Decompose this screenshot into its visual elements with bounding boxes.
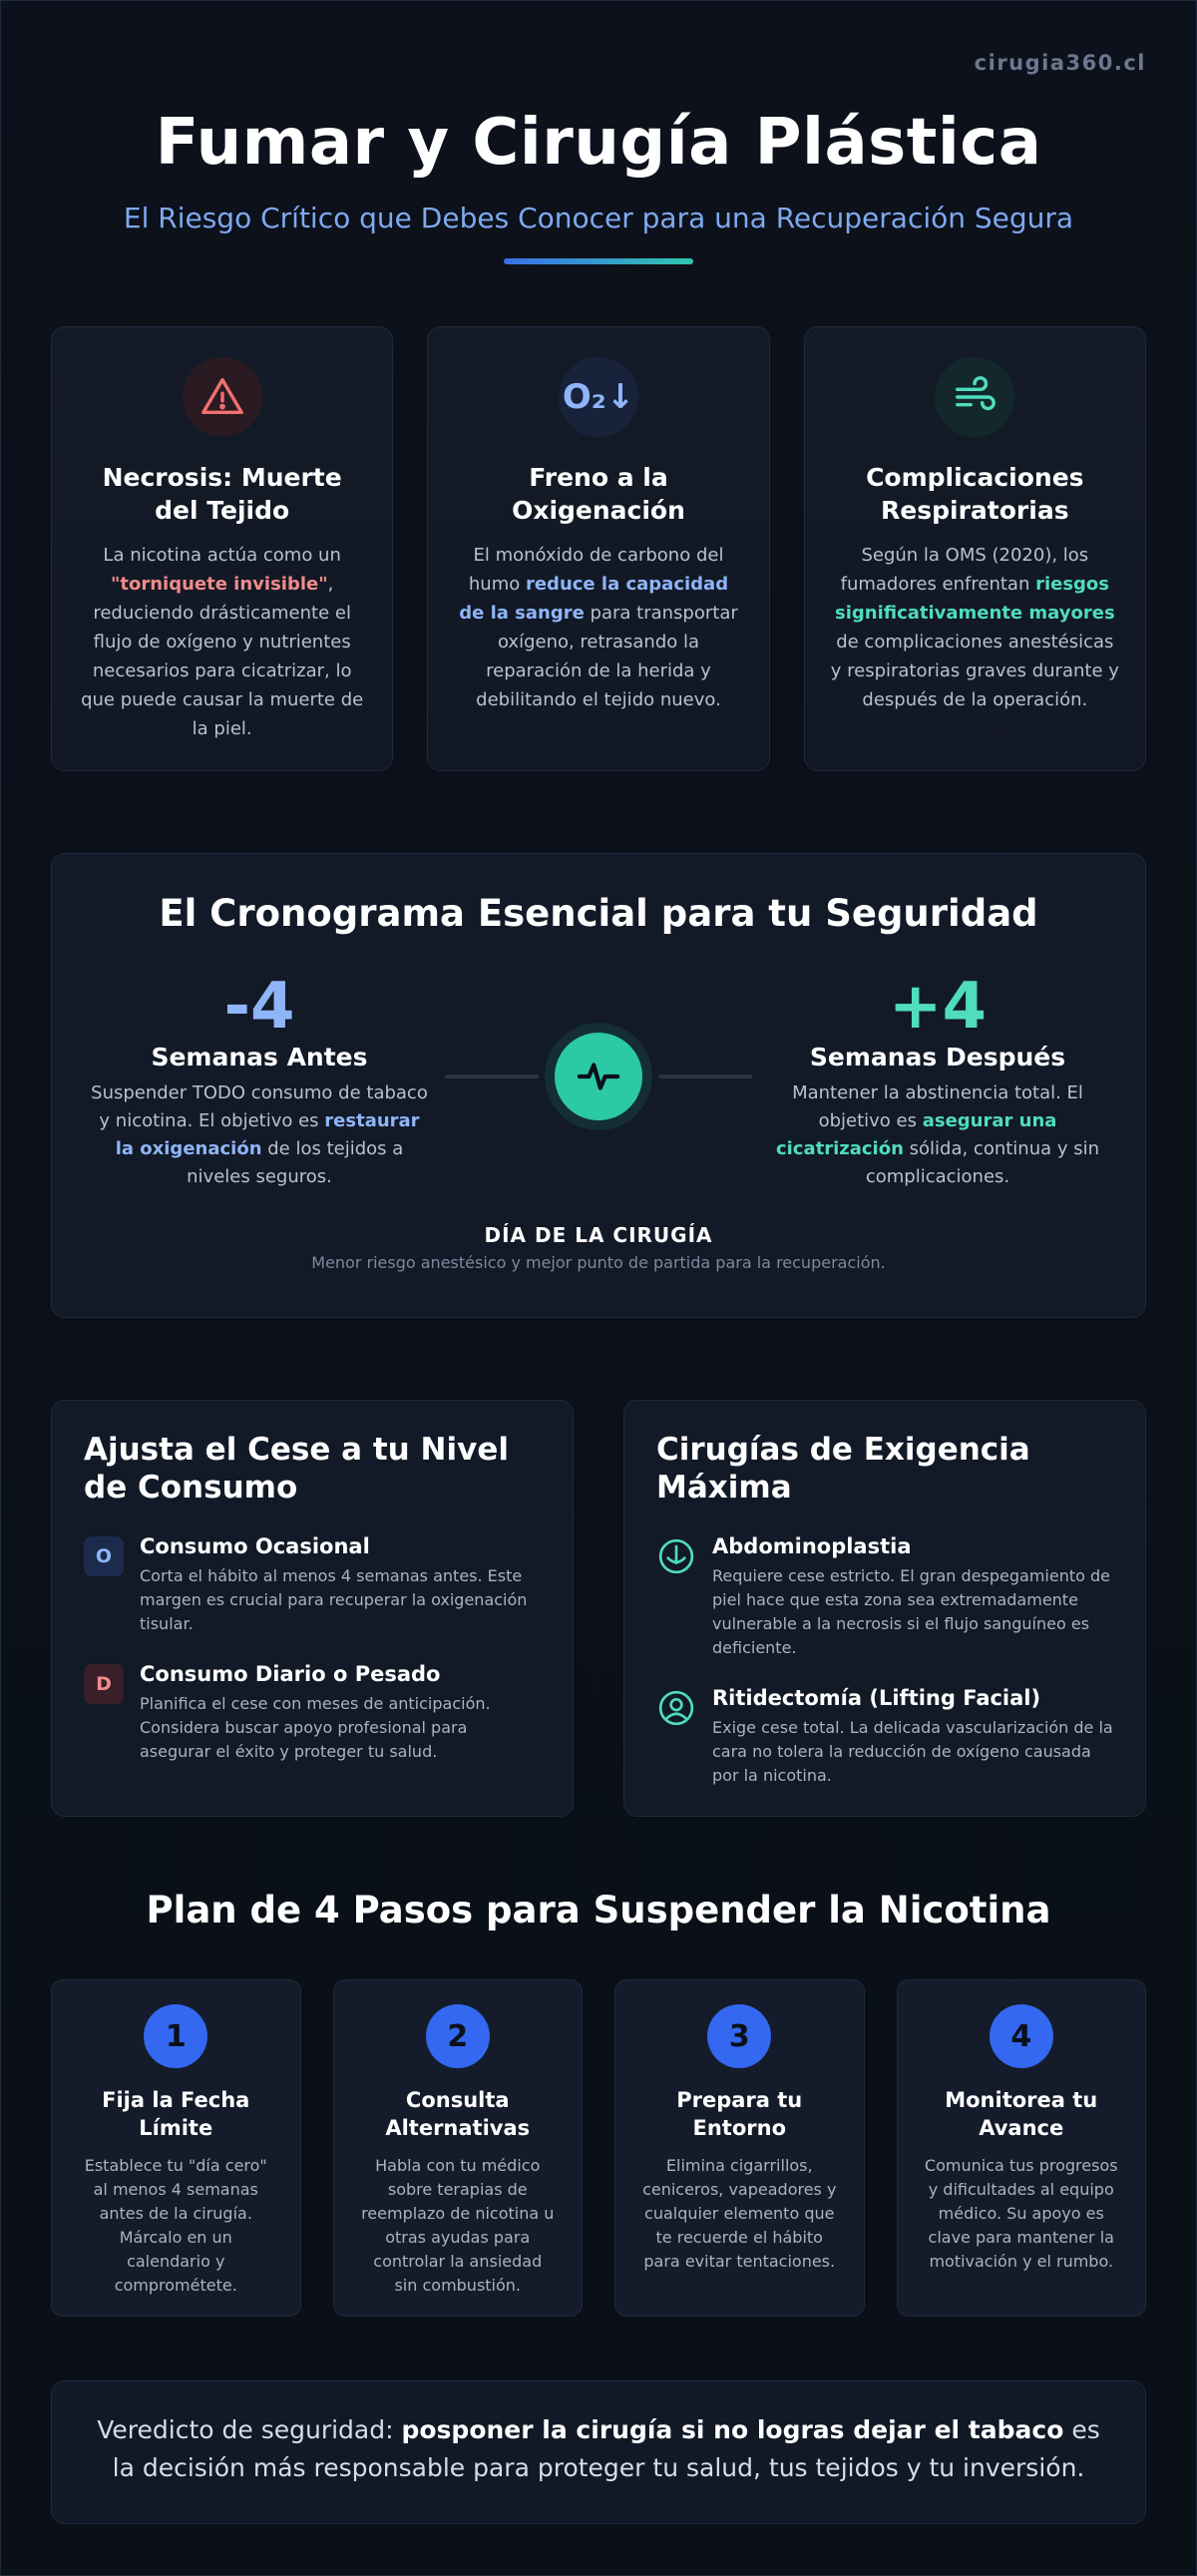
consumption-title: Ajusta el Cese a tu Nivel de Consumo <box>84 1432 509 1505</box>
timeline-line-right <box>658 1074 752 1078</box>
timeline-before <box>90 970 429 1191</box>
item-text: Requiere cese estricto. El gran despegamiento de piel hace que esta zona sea extremadamente vulnerable a la necrosis si el flujo sanguíneo es deficiente. <box>712 1566 1110 1657</box>
weeks-after-text: Mantener la abstinencia total. El objetivo es asegurar una cicatrización sólida, continua y sin complicaciones. <box>775 1082 1100 1187</box>
list-item <box>84 1534 541 1636</box>
timeline-title: El Cronograma Esencial para tu Seguridad <box>159 892 1038 935</box>
step-title: Consulta Alternativas <box>385 2088 531 2140</box>
step-card-3 <box>614 1979 865 2317</box>
list-item <box>84 1662 541 1764</box>
daily-badge: D <box>84 1664 124 1704</box>
step-text: Habla con tu médico sobre terapias de reemplazo de nicotina u otras ayudas para controlar la ansiedad sin combustión. <box>361 2156 555 2295</box>
consumption-panel <box>51 1400 574 1817</box>
item-title: Abdominoplastia <box>712 1534 912 1558</box>
steps-row <box>51 1979 1146 2317</box>
risk-card-title: Freno a la Oxigenación <box>512 463 685 525</box>
risk-card-respiratory <box>804 326 1146 771</box>
surgery-day-label: DÍA DE LA CIRUGÍA <box>484 1223 713 1247</box>
hero-header <box>51 1 1146 264</box>
verdict-prefix: Veredicto de seguridad: <box>97 2415 402 2444</box>
oxygen-down-icon: O₂↓ <box>559 357 638 437</box>
item-text: Corta el hábito al menos 4 semanas antes. Este margen es crucial para recuperar la oxigenación tisular. <box>140 1566 528 1633</box>
steps-title: Plan de 4 Pasos para Suspender la Nicotina <box>146 1889 1051 1932</box>
list-item <box>656 1686 1113 1788</box>
timeline-after <box>768 970 1107 1191</box>
step-title: Prepara tu Entorno <box>676 2088 803 2140</box>
step-text: Elimina cigarrillos, ceniceros, vapeadores y cualquier elemento que te recuerde el hábito para evitar tentaciones. <box>642 2156 837 2271</box>
brand-label: cirugia360.cl <box>974 51 1146 75</box>
surgeries-panel <box>623 1400 1146 1817</box>
page-subtitle: El Riesgo Crítico que Debes Conocer para una Recuperación Segura <box>123 202 1074 234</box>
step-title: Monitorea tu Avance <box>945 2088 1098 2140</box>
verdict-bold: posponer la cirugía si no logras dejar el tabaco <box>401 2415 1064 2444</box>
face-icon <box>656 1688 696 1728</box>
step-number: 4 <box>990 2004 1053 2068</box>
warning-triangle-icon <box>183 357 262 437</box>
title-divider <box>504 258 693 264</box>
occasional-badge: O <box>84 1536 124 1576</box>
step-number: 1 <box>144 2004 207 2068</box>
weeks-after-label: Semanas Después <box>809 1043 1066 1072</box>
step-text: Comunica tus progresos y dificultades al equipo médico. Su apoyo es clave para mantener la motivación y el rumbo. <box>924 2156 1118 2271</box>
surgeries-title: Cirugías de Exigencia Máxima <box>656 1432 1030 1505</box>
wind-icon <box>935 357 1014 437</box>
heartbeat-icon <box>555 1033 642 1120</box>
step-text: Establece tu "día cero" al menos 4 semanas antes de la cirugía. Márcalo en un calendario y comprométete. <box>84 2156 267 2295</box>
risk-card-text: La nicotina actúa como un "torniquete invisible", reduciendo drásticamente el flujo de oxígeno y nutrientes necesarios para cicatrizar, lo que puede causar la muerte de la piel. <box>81 545 364 739</box>
risk-card-oxygen <box>427 326 769 771</box>
step-number: 2 <box>426 2004 490 2068</box>
item-title: Consumo Ocasional <box>140 1534 370 1558</box>
weeks-before-text: Suspender TODO consumo de tabaco y nicotina. El objetivo es restaurar la oxigenación de los tejidos a niveles seguros. <box>91 1082 428 1187</box>
step-card-4 <box>897 1979 1147 2317</box>
timeline-line-left <box>445 1074 539 1078</box>
surgery-day-note: Menor riesgo anestésico y mejor punto de partida para la recuperación. <box>311 1253 886 1272</box>
surgery-day <box>52 1223 1145 1272</box>
verdict-suffix: es la decisión más responsable para proteger tu salud, tus tejidos y tu inversión. <box>112 2415 1100 2482</box>
page-title: Fumar y Cirugía Plástica <box>155 106 1042 180</box>
detail-panels <box>51 1400 1146 1817</box>
risk-card-title: Complicaciones Respiratorias <box>866 463 1084 525</box>
step-card-1 <box>51 1979 301 2317</box>
risk-card-text: El monóxido de carbono del humo reduce la capacidad de la sangre para transportar oxígeno, retrasando la reparación de la herida y debilitando el tejido nuevo. <box>459 545 738 710</box>
item-text: Exige cese total. La delicada vascularización de la cara no tolera la reducción de oxígeno causada por la nicotina. <box>712 1718 1113 1785</box>
item-title: Consumo Diario o Pesado <box>140 1662 441 1686</box>
risk-cards <box>51 326 1146 771</box>
weeks-after-number: +4 <box>888 970 988 1044</box>
weeks-before-number: -4 <box>223 970 295 1044</box>
verdict-box <box>51 2380 1146 2524</box>
item-text: Planifica el cese con meses de anticipación. Considera buscar apoyo profesional para asegurar el éxito y proteger tu salud. <box>140 1694 491 1761</box>
step-number: 3 <box>707 2004 771 2068</box>
step-title: Fija la Fecha Límite <box>102 2088 250 2140</box>
risk-card-necrosis <box>51 326 393 771</box>
timeline-row <box>52 970 1145 1191</box>
timeline-center <box>429 1033 768 1120</box>
timeline-panel <box>51 853 1146 1318</box>
abdomen-icon <box>656 1536 696 1576</box>
step-card-2 <box>333 1979 584 2317</box>
item-title: Ritidectomía (Lifting Facial) <box>712 1686 1041 1710</box>
risk-card-title: Necrosis: Muerte del Tejido <box>102 463 342 525</box>
risk-card-text: Según la OMS (2020), los fumadores enfrentan riesgos significativamente mayores de complicaciones anestésicas y respiratorias graves durante y después de la operación. <box>830 545 1119 710</box>
list-item <box>656 1534 1113 1660</box>
weeks-before-label: Semanas Antes <box>151 1043 368 1072</box>
